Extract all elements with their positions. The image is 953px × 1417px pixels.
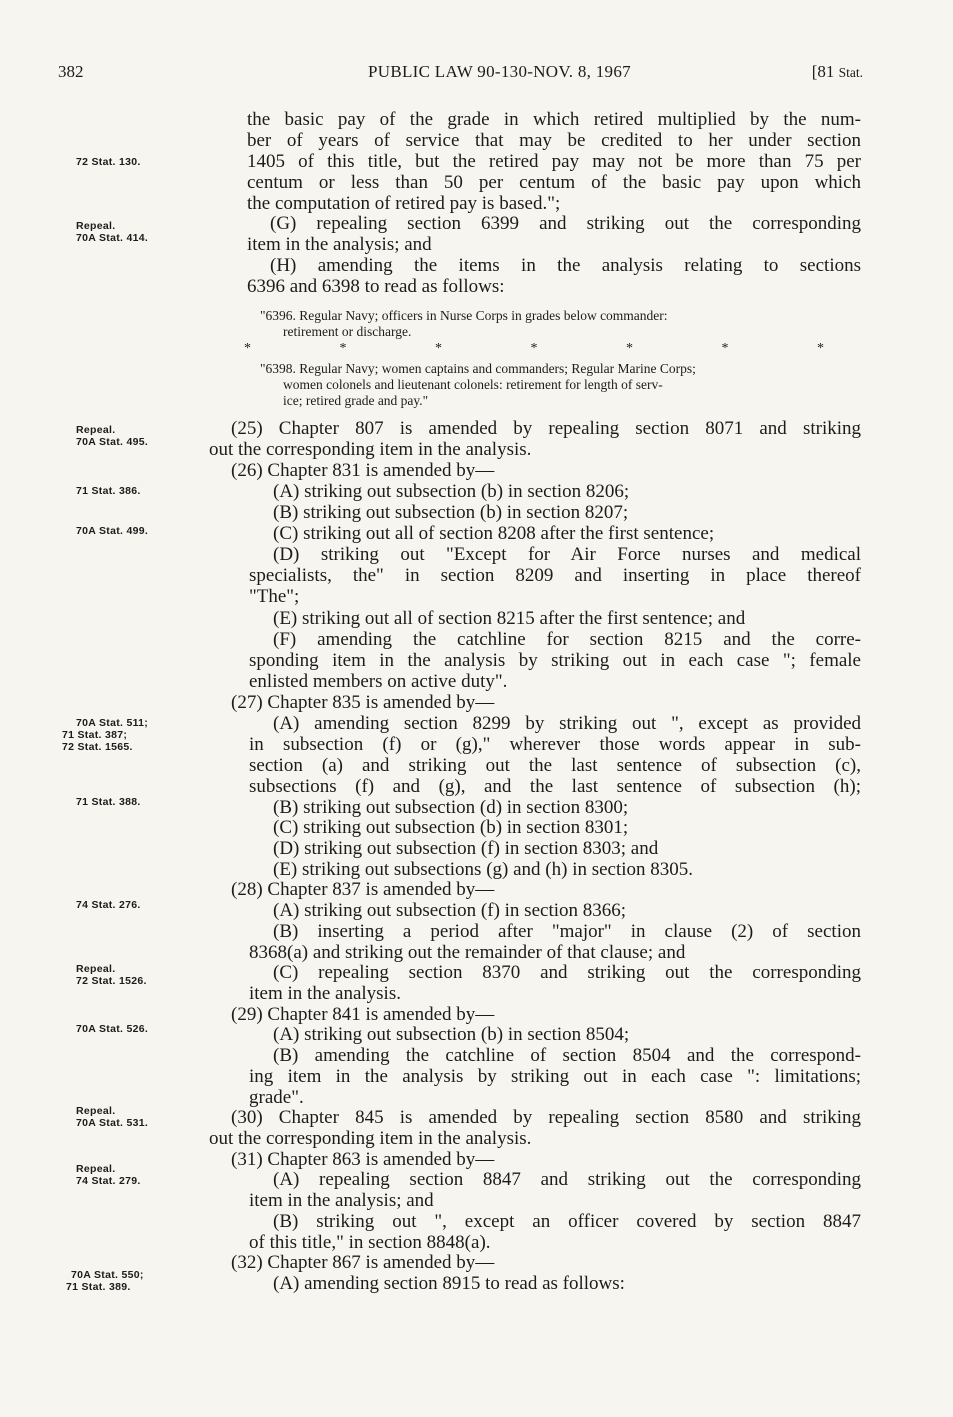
text-line: (B) amending the catchline of section 8504 and the correspond- [273,1045,861,1066]
page-number: 382 [58,62,84,81]
margin-note: Repeal. 70A Stat. 531. [76,1105,149,1129]
text-line: the basic pay of the grade in which retired multiplied by the num- [247,109,861,130]
text-line: (A) amending section 8915 to read as follows: [273,1273,625,1294]
margin-note: Repeal. 74 Stat. 279. [76,1163,141,1187]
text-line: (C) repealing section 8370 and striking out the corresponding [273,962,861,983]
running-title: PUBLIC LAW 90-130-NOV. 8, 1967 [368,62,631,81]
margin-note: 70A Stat. 511; 71 Stat. 387; 72 Stat. 1565. [62,717,149,753]
analysis-item: "6396. Regular Navy; officers in Nurse Corps in grades below commander: [260,308,668,323]
text-line: enlisted members on active duty". [249,671,508,692]
margin-note: 70A Stat. 550; 71 Stat. 389. [66,1269,144,1293]
text-line: (31) Chapter 863 is amended by— [231,1149,495,1170]
margin-note: Repeal. 72 Stat. 1526. [76,963,147,987]
margin-note: 71 Stat. 388. [76,796,141,808]
margin-note: 71 Stat. 386. [76,485,141,497]
text-line: (27) Chapter 835 is amended by— [231,692,495,713]
text-line: (E) striking out all of section 8215 after the first sentence; and [273,608,746,629]
margin-note: 72 Stat. 130. [76,156,141,168]
margin-note: 70A Stat. 526. [76,1023,149,1035]
statute-volume: [81 Stat. [811,62,863,81]
text-line: (C) striking out subsection (b) in section 8301; [273,817,629,838]
text-line: (25) Chapter 807 is amended by repealing section 8071 and striking [231,418,861,439]
text-line: "The"; [249,586,300,607]
text-line: 1405 of this title, but the retired pay may not be more than 75 per [247,151,861,172]
text-line: (28) Chapter 837 is amended by— [231,879,495,900]
margin-note: Repeal. 70A Stat. 495. [76,424,149,448]
text-line: (A) repealing section 8847 and striking out the corresponding [273,1169,861,1190]
text-line: (D) striking out subsection (f) in section 8303; and [273,838,659,859]
text-line: (H) amending the items in the analysis relating to sections [270,255,861,276]
text-line: (26) Chapter 831 is amended by— [231,460,495,481]
text-line: (30) Chapter 845 is amended by repealing section 8580 and striking [231,1107,861,1128]
text-line: (A) striking out subsection (f) in section 8366; [273,900,627,921]
text-line: (B) inserting a period after "major" in clause (2) of section [273,921,861,942]
text-line: item in the analysis; and [249,1190,434,1211]
text-line: out the corresponding item in the analysis. [209,439,532,460]
text-line: (D) striking out "Except for Air Force nurses and medical [273,544,861,565]
text-line: in subsection (f) or (g)," wherever those words appear in sub- [249,734,861,755]
text-line: (A) amending section 8299 by striking out ", except as provided [273,713,861,734]
text-line: item in the analysis. [249,983,401,1004]
text-line: grade". [249,1087,304,1108]
text-line: (B) striking out ", except an officer covered by section 8847 [273,1211,861,1232]
text-line: (G) repealing section 6399 and striking out the corresponding [270,213,861,234]
text-line: of this title," in section 8848(a). [249,1232,491,1253]
text-line: subsections (f) and (g), and the last sentence of subsection (h); [249,776,861,797]
text-line: ing item in the analysis by striking out in each case ": limitations; [249,1066,861,1087]
text-line: (29) Chapter 841 is amended by— [231,1004,495,1025]
text-line: (E) striking out subsections (g) and (h) in section 8305. [273,859,694,880]
text-line: item in the analysis; and [247,234,432,255]
margin-note: 70A Stat. 499. [76,525,149,537]
text-line: centum or less than 50 per centum of the basic pay upon which [247,172,861,193]
analysis-item: "6398. Regular Navy; women captains and commanders; Regular Marine Corps; [260,361,696,376]
text-line: 8368(a) and striking out the remainder of that clause; and [249,942,686,963]
text-line: section (a) and striking out the last sentence of subsection (c), [249,755,861,776]
margin-note: Repeal. 70A Stat. 414. [76,220,149,244]
text-line: the computation of retired pay is based."; [247,193,561,214]
text-line: (F) amending the catchline for section 8215 and the corre- [273,629,861,650]
text-line: out the corresponding item in the analysis. [209,1128,532,1149]
text-line: (A) striking out subsection (b) in section 8206; [273,481,630,502]
text-line: specialists, the" in section 8209 and inserting in place thereof [249,565,861,586]
analysis-item: retirement or discharge. [283,324,412,339]
omission-stars: * * * * * * * [244,341,824,356]
running-header [0,62,953,90]
analysis-item: women colonels and lieutenant colonels: retirement for length of serv- [283,377,663,392]
text-line: (B) striking out subsection (b) in section 8207; [273,502,629,523]
text-line: (B) striking out subsection (d) in section 8300; [273,797,629,818]
text-line: 6396 and 6398 to read as follows: [247,276,505,297]
text-line: (C) striking out all of section 8208 after the first sentence; [273,523,715,544]
text-line: (32) Chapter 867 is amended by— [231,1252,495,1273]
text-line: ber of years of service that may be credited to her under section [247,130,861,151]
analysis-item: ice; retired grade and pay." [283,393,429,408]
margin-note: 74 Stat. 276. [76,899,141,911]
text-line: (A) striking out subsection (b) in section 8504; [273,1024,630,1045]
text-line: sponding item in the analysis by striking out in each case "; female [249,650,861,671]
